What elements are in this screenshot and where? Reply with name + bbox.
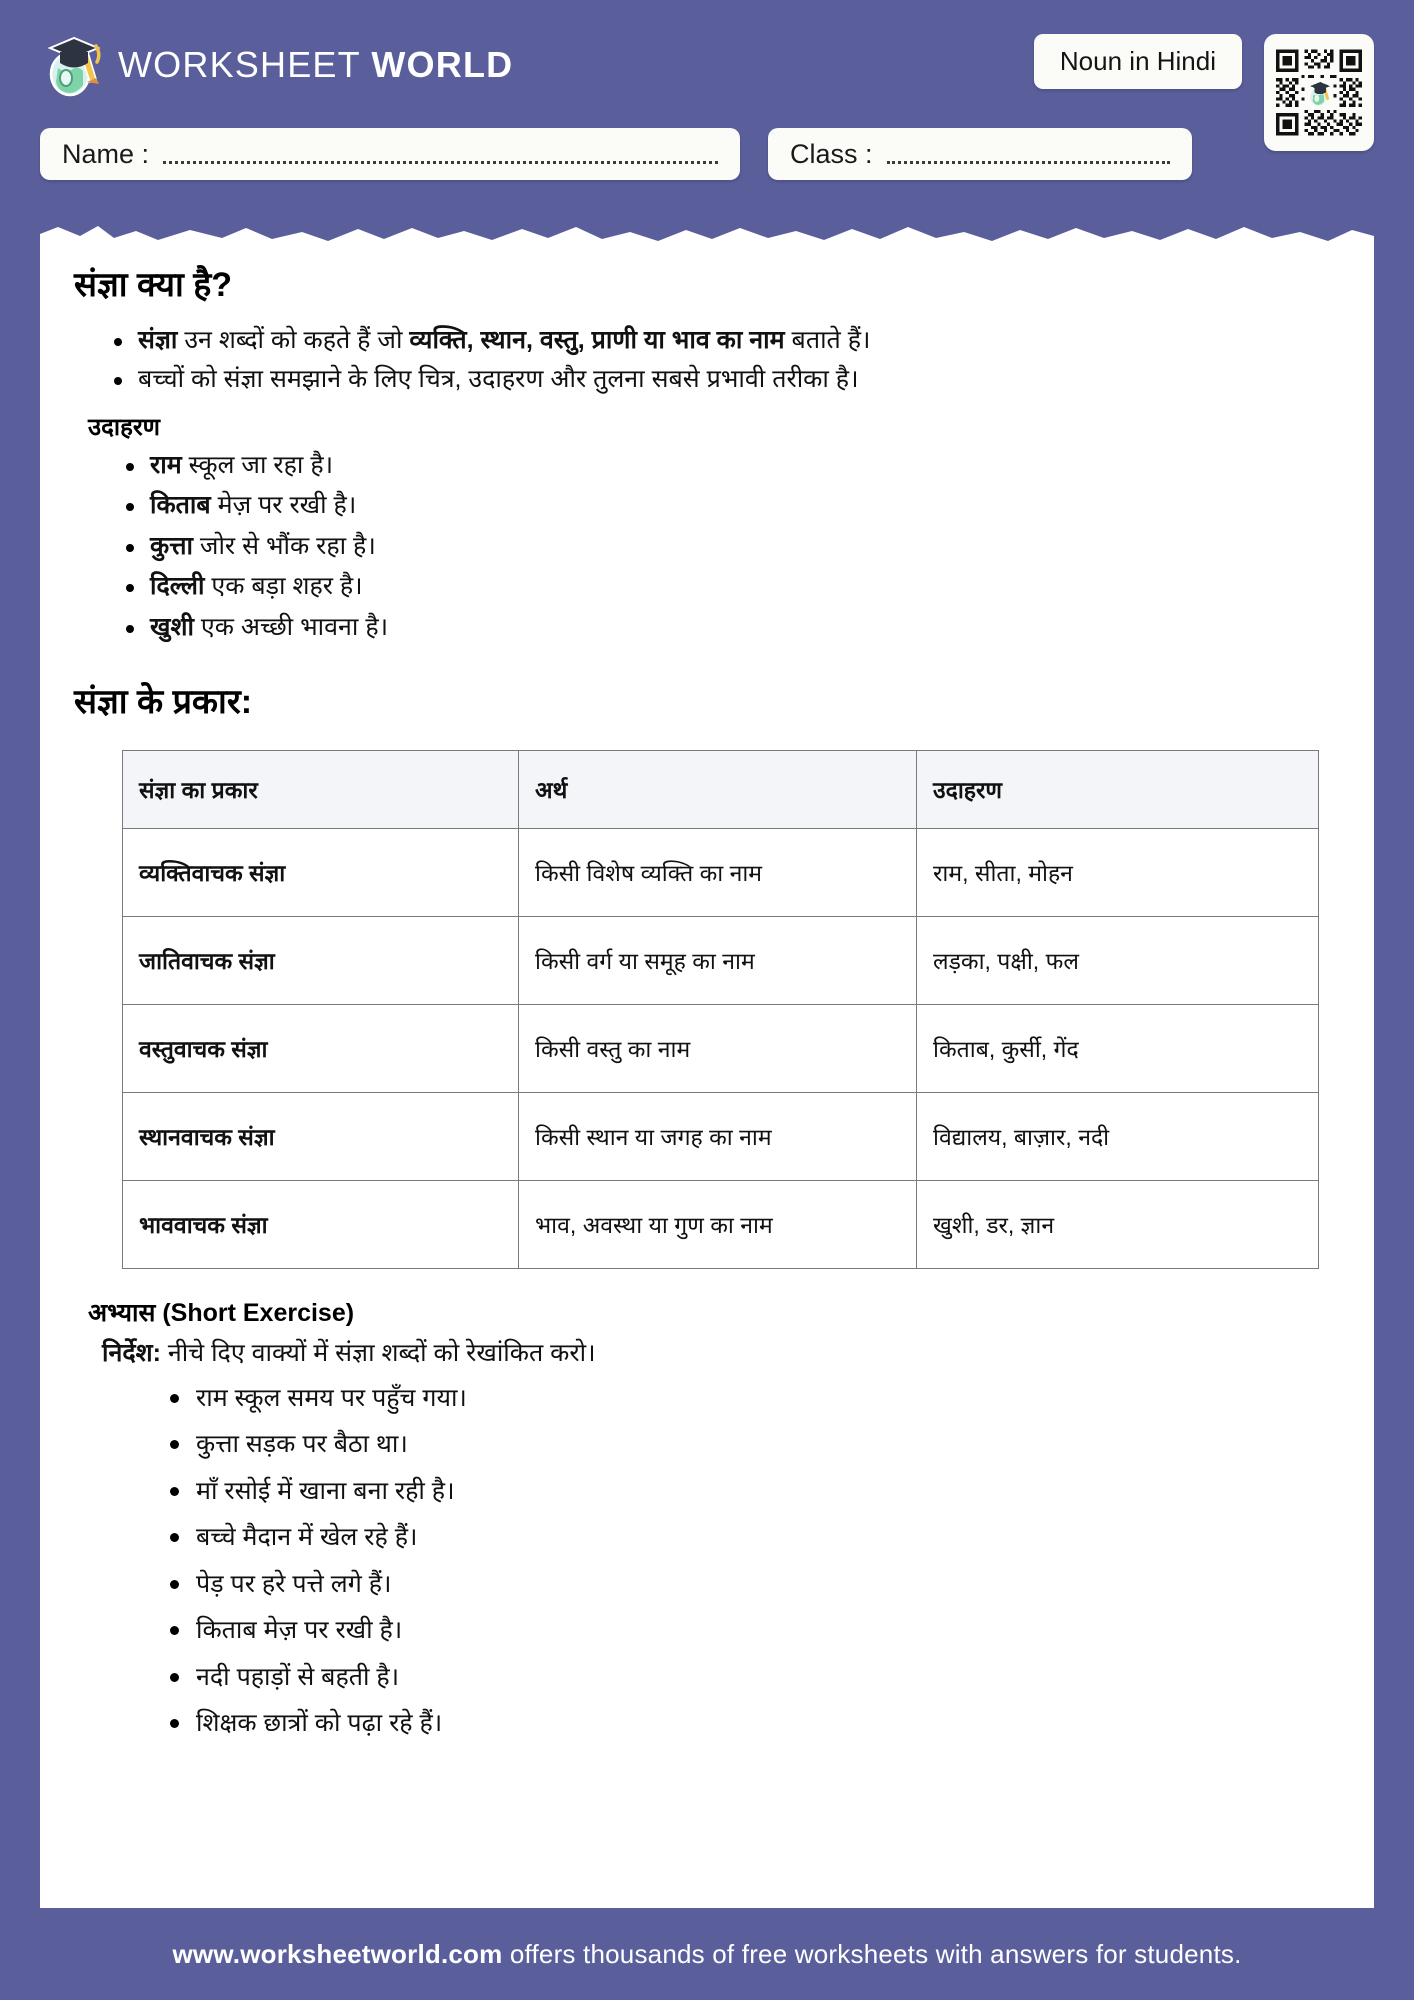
cell-meaning: किसी वर्ग या समूह का नाम (519, 916, 917, 1004)
worksheet-title-badge: Noun in Hindi (1034, 34, 1242, 89)
cell-example: लड़का, पक्षी, फल (917, 916, 1319, 1004)
name-input[interactable] (163, 161, 718, 164)
definition-bold-mid: व्यक्ति, स्थान, वस्तु, प्राणी या भाव का नाम (409, 325, 785, 354)
list-item (122, 485, 1340, 526)
example-keyword: राम (150, 450, 182, 479)
table-row (123, 1180, 1319, 1268)
name-label: Name : (62, 138, 150, 169)
list-item (108, 321, 1340, 361)
example-rest: एक बड़ा शहर है। (204, 572, 363, 600)
footer-text (173, 1939, 1242, 1970)
exercise-instruction (102, 1335, 1340, 1369)
list-item[interactable]: पेड़ पर हरे पत्ते लगे हैं। (166, 1561, 1340, 1608)
cell-meaning: किसी विशेष व्यक्ति का नाम (519, 828, 917, 916)
list-item[interactable]: बच्चे मैदान में खेल रहे हैं। (166, 1514, 1340, 1561)
section-heading-what-is-noun: संज्ञा क्या है? (74, 266, 233, 304)
list-item[interactable]: कुत्ता सड़क पर बैठा था। (166, 1421, 1340, 1468)
table-row (123, 916, 1319, 1004)
footer-url[interactable]: www.worksheetworld.com (172, 1938, 503, 1969)
brand-name-bold: WORLD (371, 44, 514, 85)
column-header-example: उदाहरण (917, 750, 1319, 828)
column-header-meaning: अर्थ (519, 750, 917, 828)
definition-bold-lead: संज्ञा (138, 325, 178, 354)
example-keyword: खुशी (150, 612, 194, 641)
class-label: Class : (790, 138, 873, 169)
cell-meaning: भाव, अवस्था या गुण का नाम (519, 1180, 917, 1268)
example-keyword: कुत्ता (150, 531, 193, 560)
cell-type: वस्तुवाचक संज्ञा (123, 1004, 519, 1092)
examples-label: उदाहरण (88, 413, 161, 441)
noun-types-table (122, 750, 1319, 1269)
exercise-title: अभ्यास (Short Exercise) (88, 1298, 355, 1327)
qr-code-icon[interactable] (1264, 34, 1374, 151)
definition-bullet-list (108, 321, 1340, 400)
list-item (122, 526, 1340, 567)
student-info-row (40, 128, 1374, 180)
name-field[interactable] (40, 128, 740, 180)
cell-type: व्यक्तिवाचक संज्ञा (123, 828, 519, 916)
list-item (122, 445, 1340, 486)
cell-meaning: किसी वस्तु का नाम (519, 1004, 917, 1092)
instruction-text: नीचे दिए वाक्यों में संज्ञा शब्दों को रेखांकित करो। (160, 1338, 596, 1367)
section-heading-noun-types: संज्ञा के प्रकार: (74, 683, 253, 721)
definition-tail: बताते हैं। (784, 325, 871, 354)
list-item[interactable]: नदी पहाड़ों से बहती है। (166, 1654, 1340, 1701)
cell-type: जातिवाचक संज्ञा (123, 916, 519, 1004)
table-header-row (123, 750, 1319, 828)
example-rest: मेज़ पर रखी है। (210, 491, 357, 519)
definition-mid: उन शब्दों को कहते हैं जो (177, 325, 410, 354)
column-header-type: संज्ञा का प्रकार (123, 750, 519, 828)
list-item (108, 360, 1340, 400)
brand-name-light: WORKSHEET (118, 44, 361, 85)
definition-mid: बच्चों को संज्ञा समझाने के लिए चित्र, उदाहरण और तुलना सबसे प्रभावी तरीका है। (138, 365, 859, 393)
class-field[interactable] (768, 128, 1192, 180)
cell-type: स्थानवाचक संज्ञा (123, 1092, 519, 1180)
worksheet-sheet (40, 222, 1374, 1908)
list-item (122, 607, 1340, 648)
list-item[interactable]: किताब मेज़ पर रखी है। (166, 1607, 1340, 1654)
cell-meaning: किसी स्थान या जगह का नाम (519, 1092, 917, 1180)
brand-name (118, 44, 513, 86)
instruction-label: निर्देश: (102, 1338, 161, 1367)
cell-example: किताब, कुर्सी, गेंद (917, 1004, 1319, 1092)
page-footer (0, 1908, 1414, 2000)
list-item (122, 566, 1340, 607)
cell-example: खुशी, डर, ज्ञान (917, 1180, 1319, 1268)
example-keyword: किताब (150, 491, 211, 519)
footer-tagline: offers thousands of free worksheets with answers for students. (502, 1938, 1242, 1969)
example-rest: स्कूल जा रहा है। (181, 450, 334, 479)
table-row (123, 1092, 1319, 1180)
sheet-content (40, 222, 1374, 1767)
graduation-cap-pencil-globe-logo-icon (40, 32, 104, 98)
list-item[interactable]: माँ रसोई में खाना बना रही है। (166, 1468, 1340, 1515)
header-top-row (40, 28, 1374, 104)
cell-type: भाववाचक संज्ञा (123, 1180, 519, 1268)
example-rest: एक अच्छी भावना है। (193, 612, 389, 641)
example-rest: जोर से भौंक रहा है। (192, 531, 376, 560)
table-row (123, 1004, 1319, 1092)
class-input[interactable] (887, 161, 1170, 164)
list-item[interactable]: शिक्षक छात्रों को पढ़ा रहे हैं। (166, 1700, 1340, 1747)
exercise-sentence-list (166, 1375, 1340, 1747)
examples-list (122, 445, 1340, 648)
list-item[interactable]: राम स्कूल समय पर पहुँच गया। (166, 1375, 1340, 1422)
brand (40, 32, 513, 98)
cell-example: राम, सीता, मोहन (917, 828, 1319, 916)
cell-example: विद्यालय, बाज़ार, नदी (917, 1092, 1319, 1180)
table-row (123, 828, 1319, 916)
page-header (0, 0, 1414, 222)
example-keyword: दिल्ली (150, 572, 205, 600)
